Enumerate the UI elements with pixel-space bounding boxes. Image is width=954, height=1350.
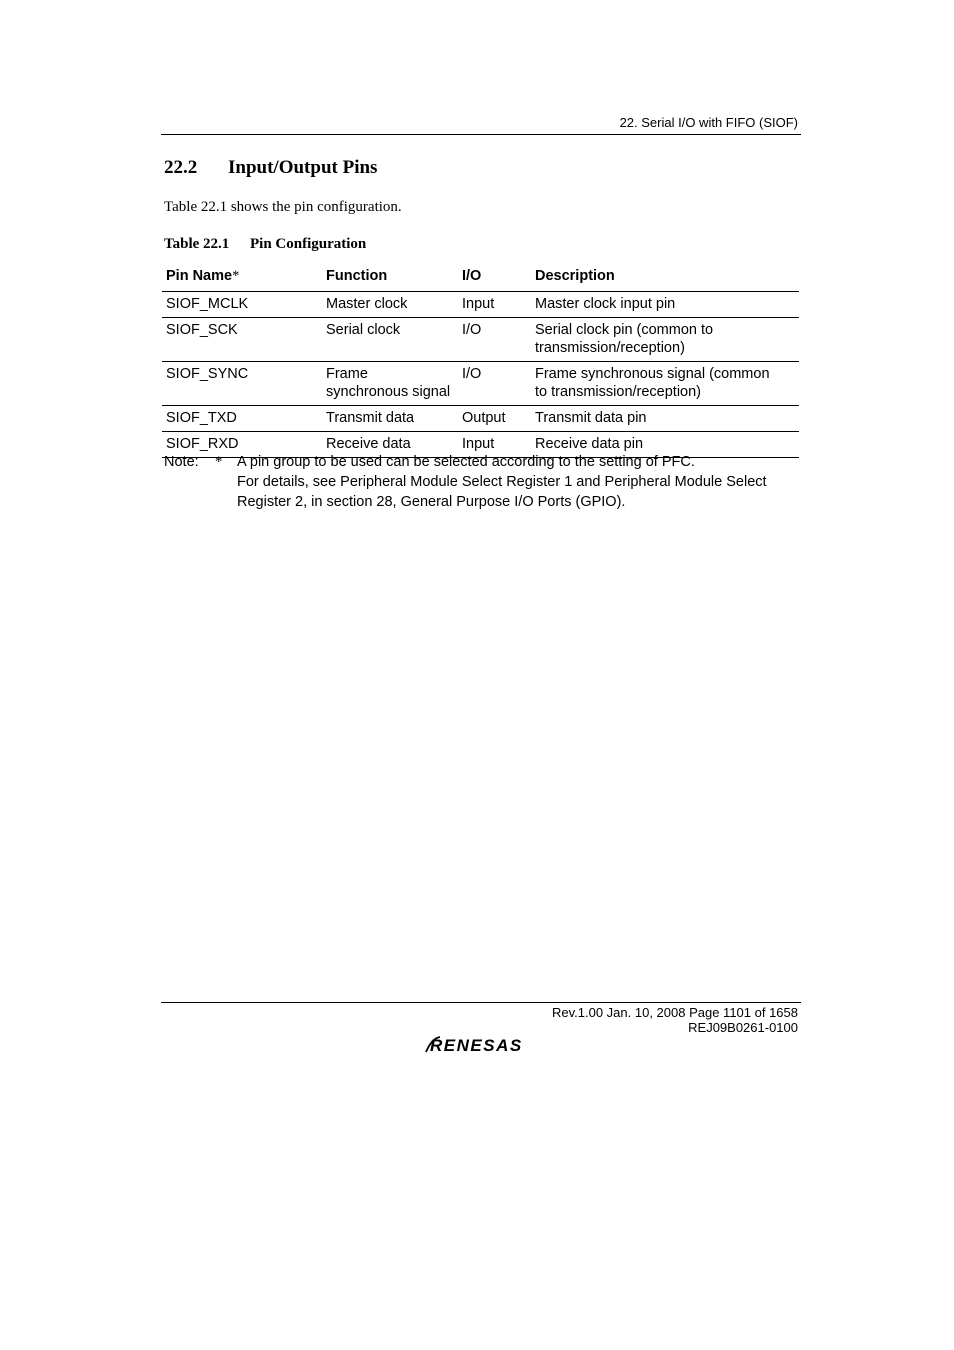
table-caption [164, 236, 366, 253]
note-label: Note: [164, 454, 199, 470]
cell-pin: SIOF_TXD [162, 406, 322, 432]
note-line-2: For details, see Peripheral Module Select Register 1 and Peripheral Module Select Register 2, in section 28, General Purpose I/O Ports (GPIO). [237, 474, 767, 510]
intro-paragraph: Table 22.1 shows the pin configuration. [164, 199, 402, 215]
cell-function: Receive data [322, 432, 458, 458]
cell-io: Input [458, 292, 531, 318]
cell-function: Serial clock [322, 318, 458, 362]
header-function: Function [322, 264, 458, 292]
cell-pin: SIOF_SCK [162, 318, 322, 362]
cell-pin: SIOF_SYNC [162, 362, 322, 406]
cell-description: Frame synchronous signal (common to transmission/reception) [531, 362, 799, 406]
cell-function: Master clock [322, 292, 458, 318]
cell-description: Master clock input pin [531, 292, 799, 318]
logo-text: RENESAS [430, 1036, 523, 1055]
cell-io: I/O [458, 318, 531, 362]
running-header: 22. Serial I/O with FIFO (SIOF) [619, 115, 798, 130]
section-title: Input/Output Pins [228, 157, 378, 178]
header-description: Description [531, 264, 799, 292]
footer-revision: Rev.1.00 Jan. 10, 2008 Page 1101 of 1658 [552, 1005, 798, 1020]
cell-pin: SIOF_RXD [162, 432, 322, 458]
header-pin-name [162, 264, 322, 292]
renesas-logo [424, 1033, 542, 1060]
cell-io: Input [458, 432, 531, 458]
table-caption-title: Pin Configuration [250, 236, 367, 252]
footer-doc-code: REJ09B0261-0100 [688, 1020, 798, 1035]
table-row [162, 318, 799, 362]
table-header-row [162, 264, 799, 292]
section-number: 22.2 [164, 157, 198, 178]
section-heading [164, 157, 377, 179]
table-caption-number: Table 22.1 [164, 236, 230, 252]
footer-rule [161, 1002, 801, 1003]
table-row [162, 406, 799, 432]
cell-description: Serial clock pin (common to transmission/reception) [531, 318, 799, 362]
cell-description: Receive data pin [531, 432, 799, 458]
note-body [237, 452, 797, 512]
header-rule [161, 134, 801, 135]
cell-description: Transmit data pin [531, 406, 799, 432]
table-row [162, 292, 799, 318]
pin-configuration-table [162, 264, 799, 458]
note-mark: * [215, 454, 223, 470]
header-pin-name-label: Pin Name [166, 268, 233, 284]
cell-io: Output [458, 406, 531, 432]
footnote-mark: * [232, 268, 240, 284]
table-row [162, 362, 799, 406]
cell-function: Frame synchronous signal [322, 362, 458, 406]
cell-io: I/O [458, 362, 531, 406]
header-io: I/O [458, 264, 531, 292]
cell-function: Transmit data [322, 406, 458, 432]
renesas-logo-mark [424, 1033, 542, 1055]
cell-pin: SIOF_MCLK [162, 292, 322, 318]
note-line-1: A pin group to be used can be selected according to the setting of PFC. [237, 454, 695, 470]
